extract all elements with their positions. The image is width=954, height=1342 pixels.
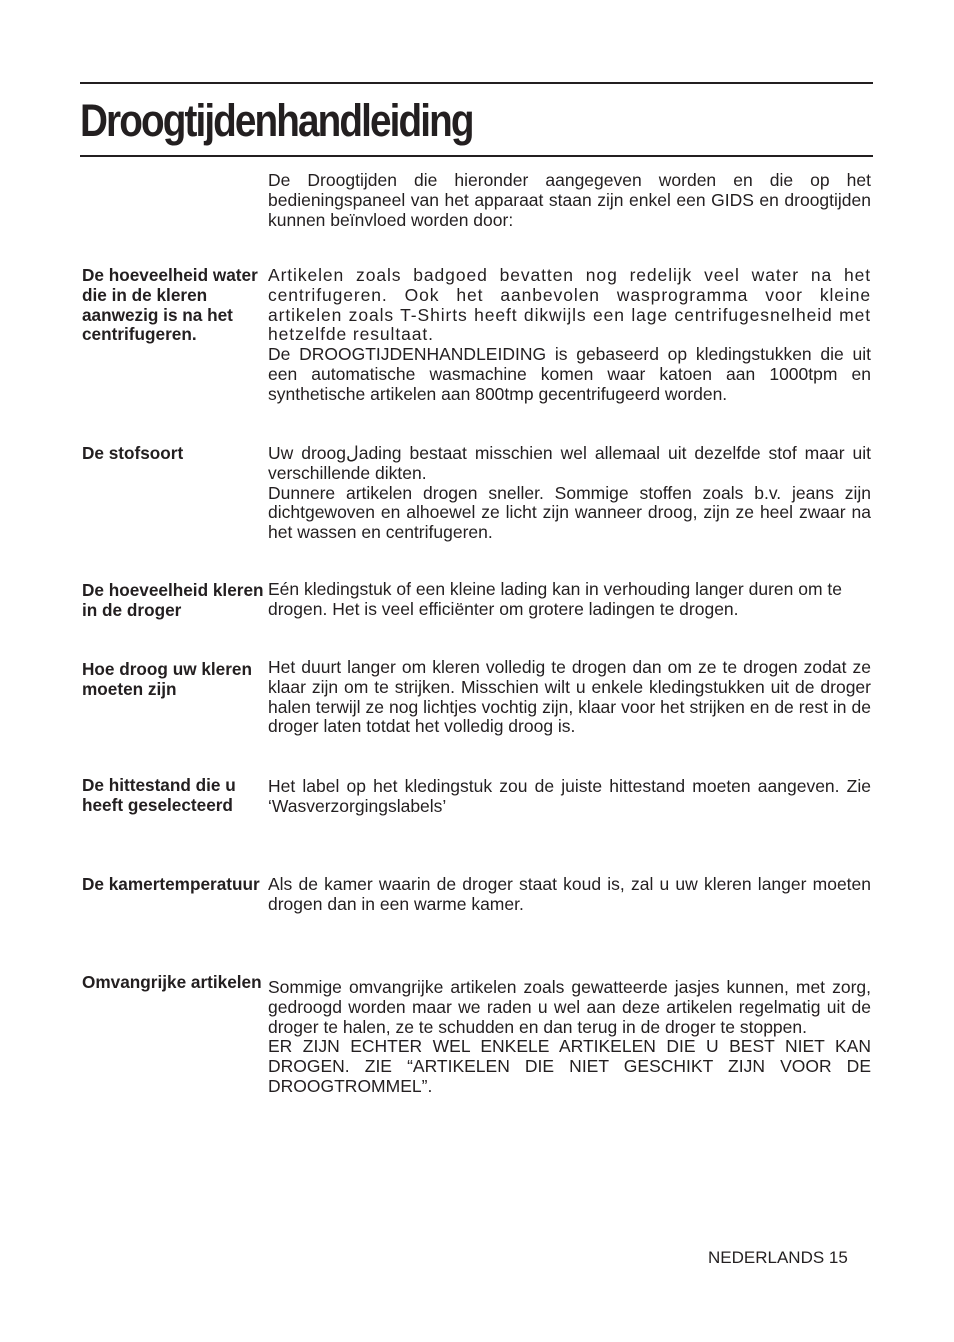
section-label-load: De hoeveelheid kleren in de droger xyxy=(82,580,264,620)
section-label-fabric: De stofsoort xyxy=(82,443,184,463)
section-paragraph: Het duurt langer om kleren volledig te drogen dan om ze te drogen zodat ze klaar zijn om te strijken. Misschien wilt u enkele kledingstukken uit de droger halen terwijl ze nog lichtjes vochtig zijn, klaar voor het strijken en de rest in de droger laten totdat het volledig droog is. xyxy=(268,657,871,737)
section-paragraph: Artikelen zoals badgoed bevatten nog redelijk veel water na het centrifugeren. Ook het aanbevolen wasprogramma voor kleine artikelen zoals T-Shirts heeft dikwijls een lage centrifugesnelheid met hetzelfde resultaat. xyxy=(268,265,871,345)
top-rule xyxy=(80,82,873,84)
section-body-bulky xyxy=(268,978,871,1097)
section-body-dryness xyxy=(268,658,871,737)
section-body-room-temp xyxy=(268,875,871,915)
section-paragraph: Uw droogلading bestaat misschien wel allemaal uit dezelfde stof maar uit verschillende dikten. xyxy=(268,443,871,483)
section-paragraph: Als de kamer waarin de droger staat koud is, zal u uw kleren langer moeten drogen dan in een warme kamer. xyxy=(268,874,871,914)
section-label-bulky: Omvangrijke artikelen xyxy=(82,972,262,992)
section-paragraph: Eén kledingstuk of een kleine lading kan in verhouding langer duren om te drogen. Het is veel efficiënter om grotere ladingen te drogen. xyxy=(268,579,842,619)
section-label-dryness: Hoe droog uw kleren moeten zijn xyxy=(82,659,252,699)
section-body-fabric xyxy=(268,444,871,543)
section-paragraph: De DROOGTIJDENHANDLEIDING is gebaseerd op kledingstukken die uit een automatische wasmachine komen waar katoen aan 1000tpm en synthetische artikelen aan 800tmp gecentrifugeerd worden. xyxy=(268,344,871,404)
section-paragraph: Het label op het kledingstuk zou de juiste hittestand moeten aangeven. Zie ‘Wasverzorgingslabels’ xyxy=(268,776,871,816)
section-paragraph: Dunnere artikelen drogen sneller. Sommige stoffen zoals b.v. jeans zijn dichtgewoven en alhoewel ze licht zijn wanneer droog, zijn ze heel zwaar na het wassen en centrifugeren. xyxy=(268,482,871,543)
page-footer: NEDERLANDS 15 xyxy=(708,1248,848,1267)
section-label-water: De hoeveelheid water die in de kleren aanwezig is na het centrifugeren. xyxy=(82,265,258,345)
section-paragraph: Sommige omvangrijke artikelen zoals gewatteerde jasjes kunnen, met zorg, gedroogd worden maar we raden u wel aan deze artikelen regelmatig uit de droger te halen, ze te schudden en dan terug in de droger te stoppen. xyxy=(268,977,871,1037)
section-label-room-temp: De kamertemperatuur xyxy=(82,874,260,894)
title-rule xyxy=(80,155,873,157)
page-title: Droogtijdenhandleiding xyxy=(80,95,473,146)
intro-paragraph: De Droogtijden die hieronder aangegeven worden en die op het bedieningspaneel van het apparaat staan zijn enkel een GIDS en droogtijden kunnen beïnvloed worden door: xyxy=(268,170,871,230)
section-paragraph: ER ZIJN ECHTER WEL ENKELE ARTIKELEN DIE U BEST NIET KAN DROGEN. ZIE “ARTIKELEN DIE NIET GESCHIKT ZIJN VOOR DE DROOGTROMMEL”. xyxy=(268,1036,871,1096)
section-body-load xyxy=(268,580,871,620)
section-body-water xyxy=(268,266,871,405)
section-label-heat: De hittestand die u heeft geselecteerd xyxy=(82,775,236,815)
section-body-heat xyxy=(268,777,871,817)
